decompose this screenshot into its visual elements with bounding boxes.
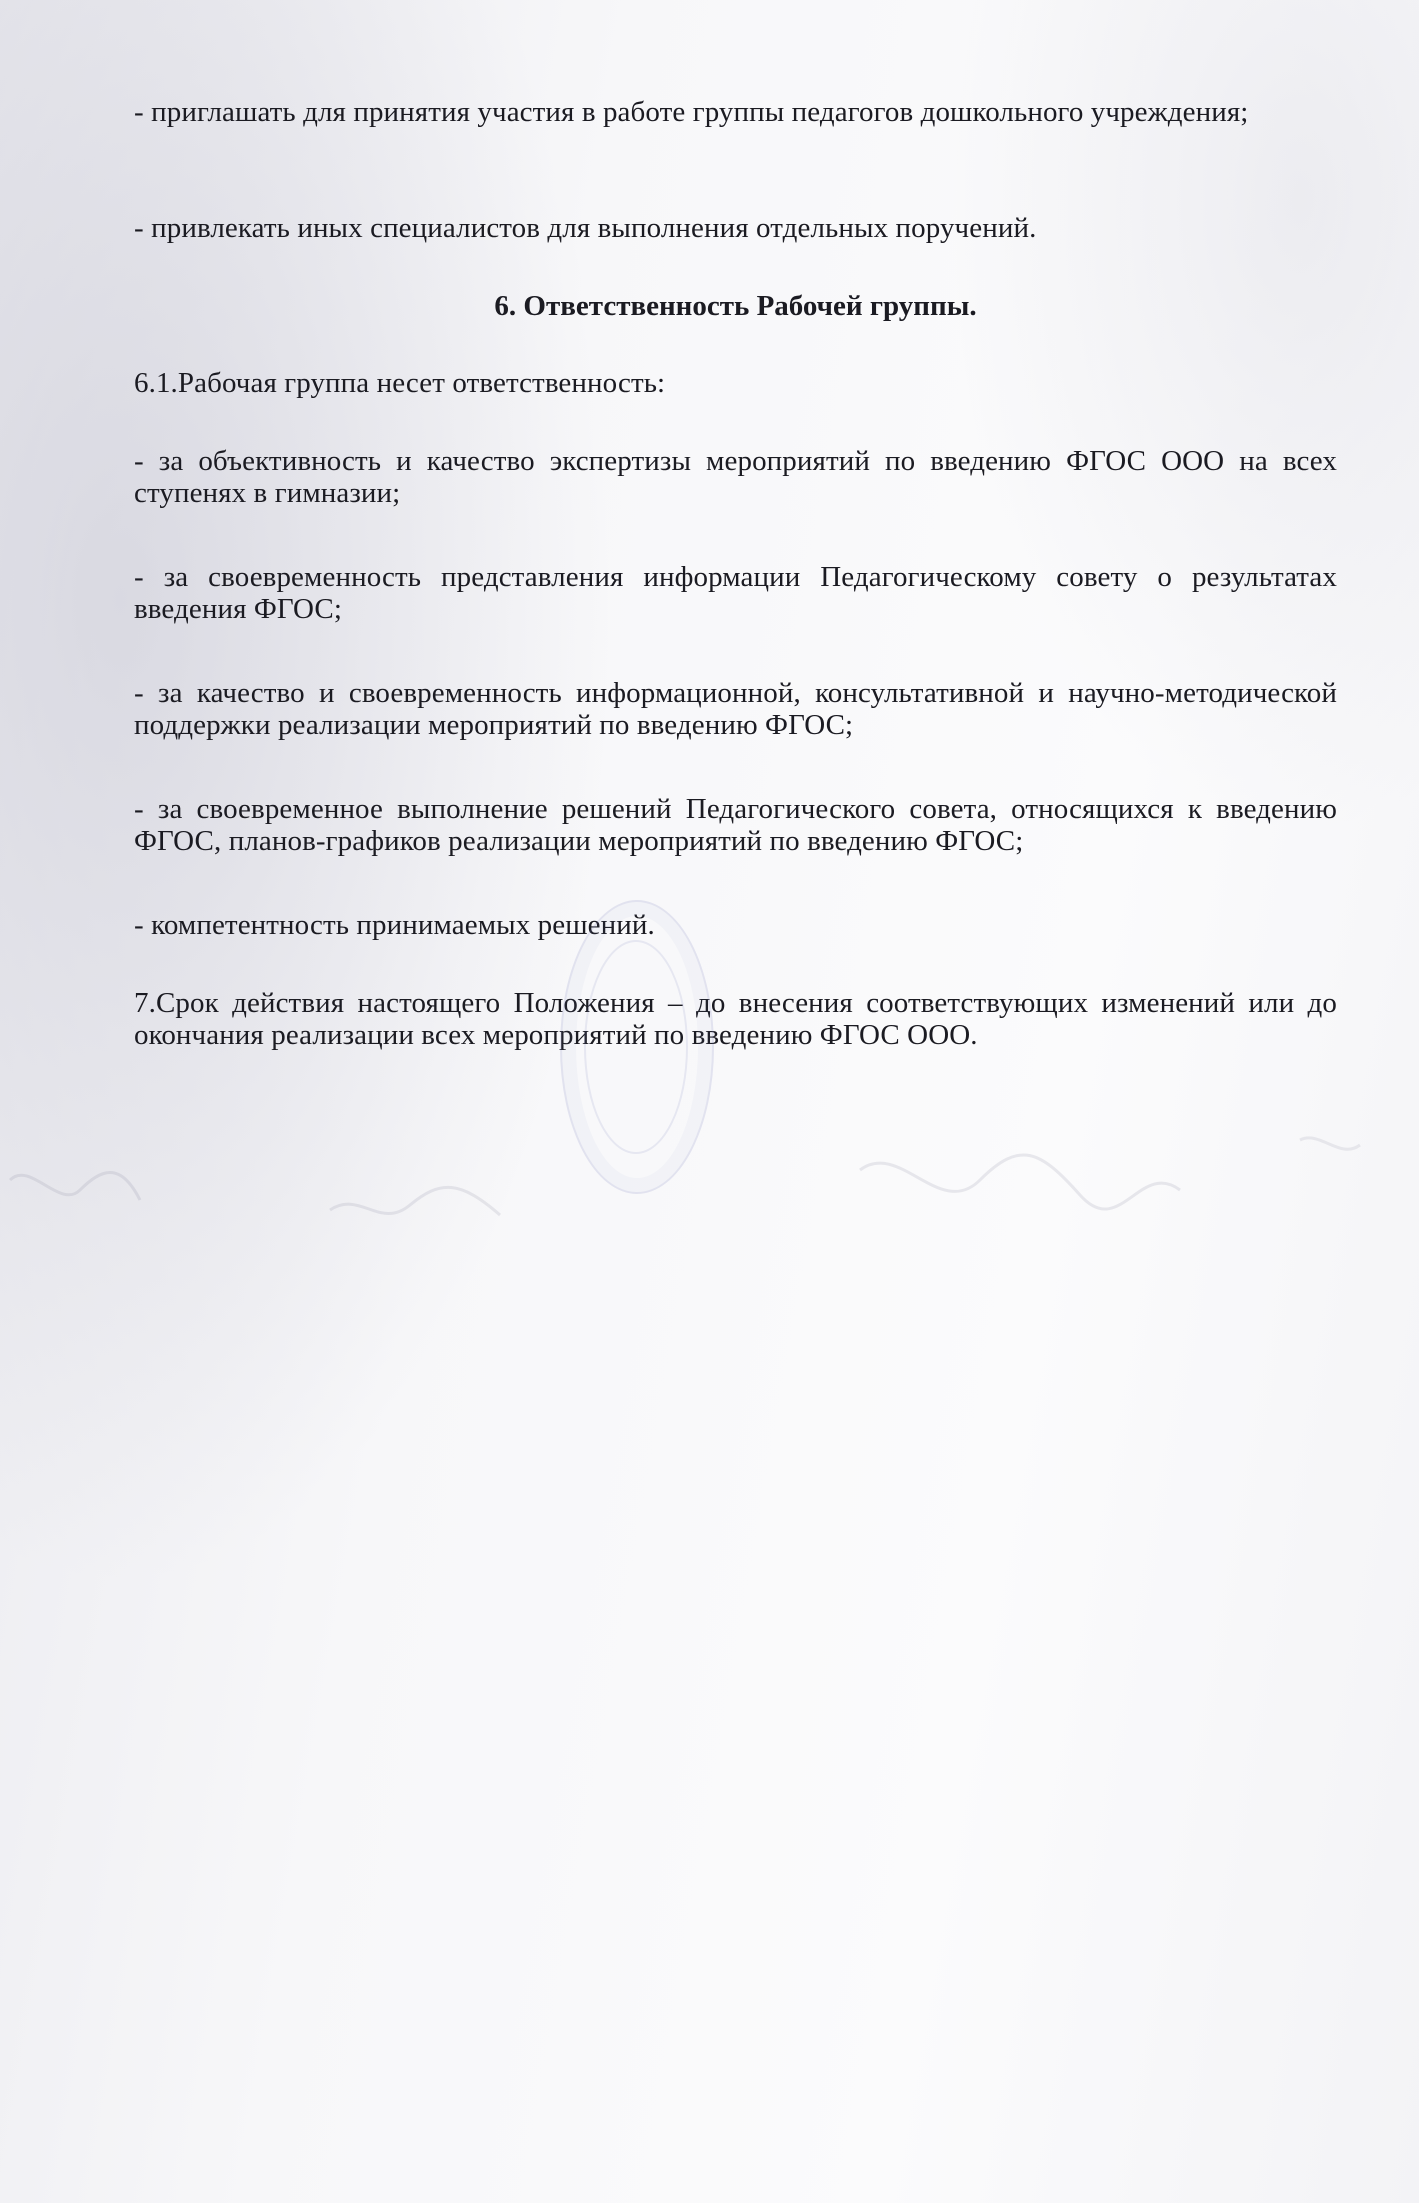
paragraph-support: - за качество и своевременность информационной, консультативной и научно-методической поддержки реализации мероприятий по введению ФГОС; (134, 677, 1337, 741)
paragraph-invite-teachers: - приглашать для принятия участия в работе группы педагогов дошкольного учреждения; (134, 96, 1249, 128)
paragraph-decisions: - за своевременное выполнение решений Педагогического совета, относящихся к введению ФГОС, планов-графиков реализации мероприятий по введению ФГОС; (134, 793, 1337, 857)
paragraph-involve-specialists: - привлекать иных специалистов для выполнения отдельных поручений. (134, 212, 1037, 244)
paragraph-information: - за своевременность представления информации Педагогическому совету о результатах введения ФГОС; (134, 561, 1337, 625)
faded-signature (0, 1100, 1419, 1300)
paragraph-validity-term: 7.Срок действия настоящего Положения – до внесения соответствующих изменений или до окончания реализации всех мероприятий по введению ФГОС ООО. (134, 987, 1337, 1051)
paragraph-competence: - компетентность принимаемых решений. (134, 909, 655, 941)
paragraph-responsibility-intro: 6.1.Рабочая группа несет ответственность: (134, 367, 666, 399)
paragraph-expertise: - за объективность и качество экспертизы мероприятий по введению ФГОС ООО на всех ступенях в гимназии; (134, 445, 1337, 509)
section-heading: 6. Ответственность Рабочей группы. (494, 290, 977, 322)
